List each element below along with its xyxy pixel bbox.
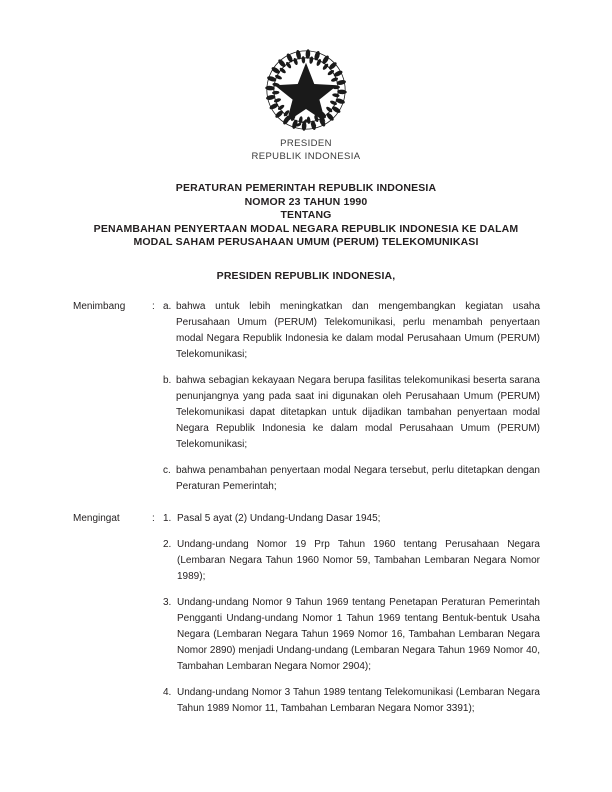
item-marker: 1.	[163, 513, 172, 524]
emblem-caption-line-2: REPUBLIK INDONESIA	[251, 150, 361, 162]
item-text: Undang-undang Nomor 9 Tahun 1969 tentang Penetapan Peraturan Pemerintah Pengganti Undang-undang Nomor 1 Tahun 1969 tentang Bentuk-bentuk Usaha Negara (Lembaran Negara Tahun 1969 Nomor 16, Tambahan Lembaran Negara Nomor 2890) menjadi Undang-undang (Lembaran Negara Tahun 1969 Nomor 40, Tambahan Lembaran Negara Nomor 2904);	[177, 597, 540, 672]
list-item	[163, 373, 540, 453]
item-text: bahwa penambahan penyertaan modal Negara tersebut, perlu ditetapkan dengan Peraturan Pemerintah;	[176, 465, 540, 492]
title-line-1: PERATURAN PEMERINTAH REPUBLIK INDONESIA	[175, 182, 437, 194]
section-label-mengingat: Mengingat	[73, 513, 120, 524]
title-line-3: TENTANG	[280, 209, 332, 222]
item-marker: c.	[163, 465, 171, 476]
title-line-2: NOMOR 23 TAHUN 1990	[244, 195, 368, 208]
list-item	[163, 299, 540, 363]
section-label-menimbang: Menimbang	[73, 301, 126, 312]
item-text: Undang-undang Nomor 3 Tahun 1989 tentang Telekomunikasi (Lembaran Negara Tahun 1989 Nomor 11, Tambahan Lembaran Negara Nomor 3391);	[177, 687, 540, 714]
list-item	[163, 511, 540, 527]
section-colon-mengingat: :	[152, 513, 155, 524]
item-text: bahwa sebagian kekayaan Negara berupa fasilitas telekomunikasi beserta sarana penunjangnya yang pada saat ini digunakan oleh Perusahaan Umum (PERUM) Telekomunikasi dapat ditetapkan untuk dijadikan tambahan penyertaan modal Negara Republik Indonesia ke dalam modal Perusahaan Umum (PERUM) Telekomunikasi;	[176, 375, 540, 450]
item-marker: b.	[163, 375, 172, 386]
list-item	[163, 463, 540, 495]
emblem-block	[0, 46, 612, 163]
item-marker: 2.	[163, 539, 172, 550]
emblem-caption	[0, 138, 612, 163]
item-marker: 3.	[163, 597, 172, 608]
section-items-menimbang	[163, 299, 612, 495]
section-colon-menimbang: :	[152, 301, 155, 312]
clause-container	[0, 299, 612, 717]
garuda-star-wreath-emblem	[262, 46, 350, 134]
item-text: Pasal 5 ayat (2) Undang-Undang Dasar 1945;	[177, 513, 381, 524]
document-title	[56, 182, 556, 250]
title-line-4: PENAMBAHAN PENYERTAAN MODAL NEGARA REPUBLIK INDONESIA KE DALAM	[93, 222, 519, 235]
section-mengingat	[0, 511, 612, 717]
item-marker: 4.	[163, 687, 172, 698]
opening-line: PRESIDEN REPUBLIK INDONESIA,	[216, 270, 396, 282]
section-menimbang	[0, 299, 612, 495]
emblem-caption-line-1: PRESIDEN	[280, 138, 332, 149]
item-text: bahwa untuk lebih meningkatkan dan mengembangkan kegiatan usaha Perusahaan Umum (PERUM) Telekomunikasi, perlu menambah penyertaan modal Negara Republik Indonesia ke dalam modal Perusahaan Umum (PERUM) Telekomunikasi;	[176, 301, 540, 360]
list-item	[163, 595, 540, 675]
item-text: Undang-undang Nomor 19 Prp Tahun 1960 tentang Perusahaan Negara (Lembaran Negara Tahun 1960 Nomor 59, Tambahan Lembaran Negara Nomor 1989);	[177, 539, 540, 582]
title-line-5: MODAL SAHAM PERUSAHAAN UMUM (PERUM) TELEKOMUNIKASI	[133, 236, 479, 249]
list-item	[163, 537, 540, 585]
item-marker: a.	[163, 301, 172, 312]
list-item	[163, 685, 540, 717]
section-items-mengingat	[163, 511, 612, 717]
